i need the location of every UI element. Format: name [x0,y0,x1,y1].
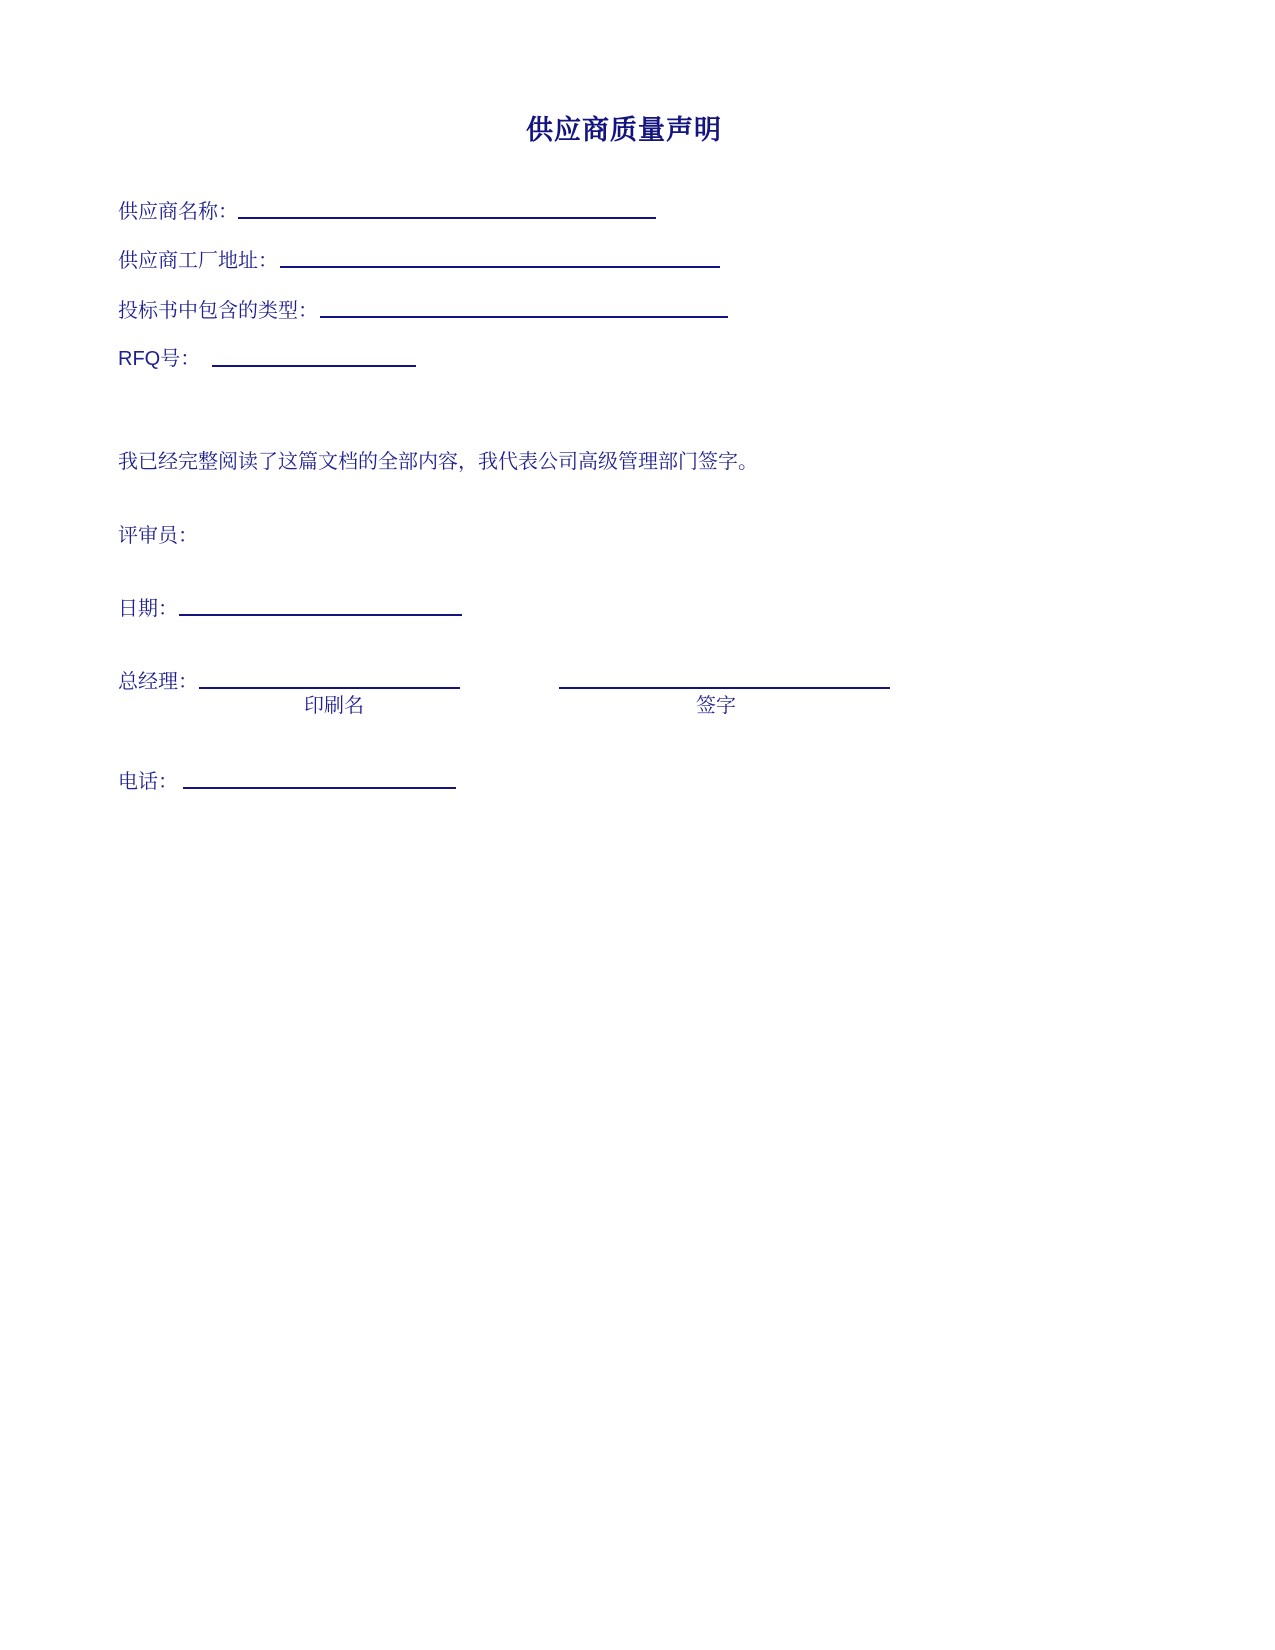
rfq-field[interactable] [212,365,416,367]
factory-address-row [118,245,738,275]
rfq-label: RFQ号： [118,348,201,370]
document-title: 供应商质量声明 [526,115,722,146]
print-name-caption: 印刷名 [304,693,364,717]
signature-caption: 签字 [696,693,736,717]
factory-address-label: 供应商工厂地址： [118,248,278,272]
phone-field[interactable] [183,787,456,789]
phone-row [118,766,478,796]
signature-statement: 我已经完整阅读了这篇文档的全部内容，我代表公司高级管理部门签字。 [118,449,758,473]
factory-address-field[interactable] [280,266,720,268]
bid-types-row [118,295,748,325]
supplier-name-field[interactable] [238,217,656,219]
bid-types-field[interactable] [320,316,728,318]
phone-label: 电话： [118,769,178,793]
date-row [118,593,488,623]
supplier-name-label: 供应商名称： [118,199,238,223]
rfq-row [118,344,438,374]
reviewer-label: 评审员： [118,523,198,547]
reviewer-row [118,520,318,550]
general-manager-label: 总经理： [118,669,198,693]
date-field[interactable] [179,614,462,616]
print-name-field[interactable] [199,687,460,689]
date-label: 日期： [118,596,178,620]
general-manager-row [118,666,898,726]
signature-field[interactable] [559,687,890,689]
supplier-name-row [118,196,678,226]
bid-types-label: 投标书中包含的类型： [118,298,318,322]
